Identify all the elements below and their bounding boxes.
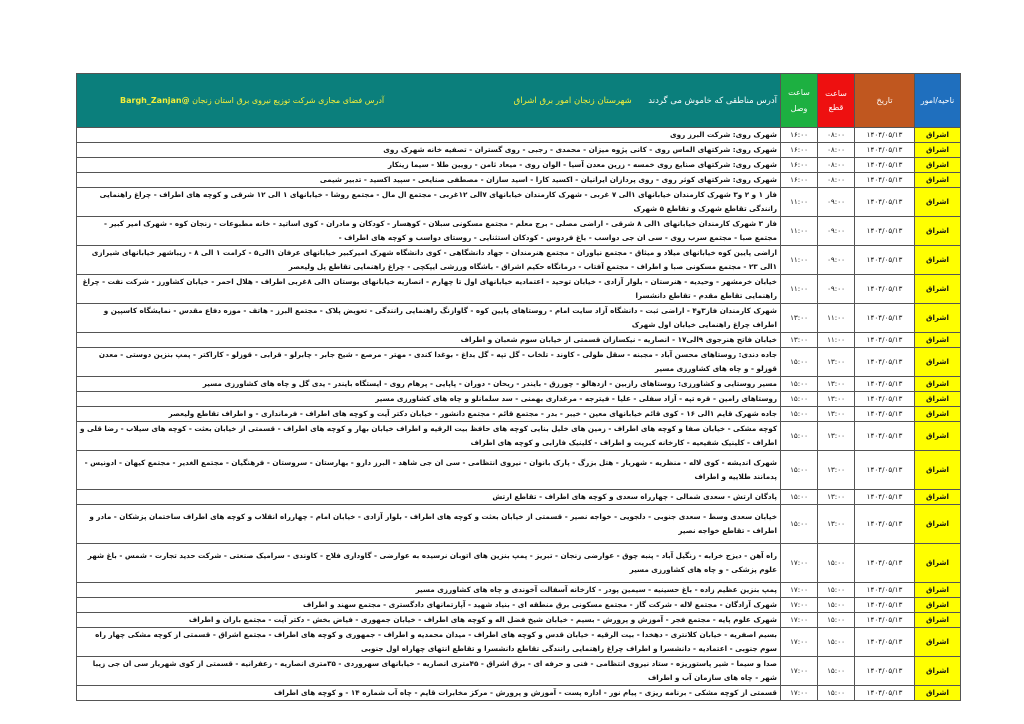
cell-date: ۱۴۰۴/۰۵/۱۳ <box>855 657 915 686</box>
table-row <box>77 505 961 544</box>
cell-address: روستاهای رامین - قره تپه - آزاد سفلی - علیا - فیترجه - مرغداری بهمنی - سد سلمانلو و چاه های کشاورزی مسیر <box>77 392 781 407</box>
cell-off-time: ۱۱:۰۰ <box>818 333 855 348</box>
cell-off-time: ۱۵:۰۰ <box>818 628 855 657</box>
cell-region: اشراق <box>915 246 961 275</box>
cell-off-time: ۱۳:۰۰ <box>818 348 855 377</box>
cell-off-time: ۱۳:۰۰ <box>818 392 855 407</box>
cell-off-time: ۱۵:۰۰ <box>818 583 855 598</box>
cell-address: صدا و سیما - شیر پاستوریزه - ستاد نیروی انتظامی - فنی و حرفه ای - برق اشراق - ۴۵متری انصاریه - خیابانهای سهروردی - ۳۵متری انصاریه - زعفرانیه - قسمتی از کوی شهریار سی ان جی زیبا شهر - چاه های سازمان آب و اطراف <box>77 657 781 686</box>
cell-date: ۱۴۰۴/۰۵/۱۳ <box>855 304 915 333</box>
cell-address: جاده شهرک قایم ۱الی ۱۶ - کوی قائم خیابانهای معین - خیبر - بدر - مجتمع قائم - مجتمع دانشور - خیابان دکتر آیت و کوچه های اطراف - فرمانداری - و اطراف تقاطع ولیعصر <box>77 407 781 422</box>
cell-on-time: ۱۷:۰۰ <box>781 583 818 598</box>
cell-off-time: ۰۸:۰۰ <box>818 143 855 158</box>
cell-off-time: ۱۵:۰۰ <box>818 598 855 613</box>
cell-date: ۱۴۰۴/۰۵/۱۳ <box>855 348 915 377</box>
cell-on-time: ۱۵:۰۰ <box>781 392 818 407</box>
cell-region: اشراق <box>915 217 961 246</box>
cell-region: اشراق <box>915 275 961 304</box>
cell-address: شهرک روی: شرکت البرز روی <box>77 128 781 143</box>
cell-off-time: ۱۳:۰۰ <box>818 451 855 490</box>
cell-address: شهرک روی: شرکتهای صنایع روی خمسه - زرین معدن آسیا - الوان روی - میعاد ثامن - رویین طلا - سیما زینکار <box>77 158 781 173</box>
header-address <box>77 74 781 128</box>
cell-address: راه آهن - دیزج خرابه - زنگیل آباد - پنبه چوق - عوارضی زنجان - تبریز - پمپ بنزین های اتوبان نرسیده به عوارضی - گاوداری فلاح - کاوندی - سرامیک صنعتی - شرکت حدید تجارت - شمس - باغ شهر علوم پزشکی - و چاه های کشاورزی مسیر <box>77 544 781 583</box>
table-row <box>77 686 961 701</box>
cell-on-time: ۱۱:۰۰ <box>781 246 818 275</box>
cell-date: ۱۴۰۴/۰۵/۱۳ <box>855 583 915 598</box>
cell-off-time: ۰۹:۰۰ <box>818 246 855 275</box>
table-row <box>77 128 961 143</box>
table-row <box>77 275 961 304</box>
cell-region: اشراق <box>915 613 961 628</box>
cell-address: پمپ بنزین عظیم زاده - باغ حسینیه - سیمین پودر - کارخانه آسفالت آخوندی و چاه های کشاورزی مسیر <box>77 583 781 598</box>
cell-address: قسمتی از کوچه مشکی - برنامه ریزی - پیام نور - اداره پست - آموزش و پرورش - مرکز مخابرات قایم - چاه آب شماره ۱۴ - و کوچه های اطراف <box>77 686 781 701</box>
cell-on-time: ۱۵:۰۰ <box>781 407 818 422</box>
cell-address: اراضی پایین کوه خیابانهای میلاد و میثاق - مجتمع نیاوران - مجتمع هنرمندان - جهاد دانشگاهی - کوی دانشگاه شهرک امیرکبیر خیابانهای عرفان ۱الی۵ - کرامت ۱ الی ۸ - زیباشهر خیابانهای شیرازی ۱الی ۲۳ - مجتمع مسکونی صبا و اطراف - مجتمع آفتاب - درمانگاه حکیم اشراق - باشگاه ورزشی ایپکچی - چراغ راهنمایی تقاطع پل ولیعصر <box>77 246 781 275</box>
cell-off-time: ۱۳:۰۰ <box>818 490 855 505</box>
cell-on-time: ۱۷:۰۰ <box>781 657 818 686</box>
cell-address: کوچه مشکی - خیابان صفا و کوچه های اطراف - زمین های خلیل بنایی کوچه های حافظ بیت الرقیه و اطراف خیابان بهار و کوچه های اطراف - قسمتی از خیابان بعثت - کوچه های سیلاب - رضا قلی و اطراف - کلینیک شفیعیه - کارخانه کبریت و اطراف - کلینیک فارابی و کوچه های اطراف <box>77 422 781 451</box>
header-date: تاریخ <box>855 74 915 128</box>
cell-on-time: ۱۳:۰۰ <box>781 304 818 333</box>
cell-address: خیابان سعدی وسط - سعدی جنوبی - دلجویی - خواجه نصیر - قسمتی از خیابان بعثت و کوچه های اطراف - بلوار آزادی - خیابان امام - چهارراه انقلاب و کوچه های اطراف ساختمان پزشکان - مادر و اطراف - تقاطع خواجه نصیر <box>77 505 781 544</box>
cell-off-time: ۱۵:۰۰ <box>818 613 855 628</box>
cell-date: ۱۴۰۴/۰۵/۱۳ <box>855 422 915 451</box>
cell-region: اشراق <box>915 348 961 377</box>
cell-date: ۱۴۰۴/۰۵/۱۳ <box>855 128 915 143</box>
cell-off-time: ۱۳:۰۰ <box>818 407 855 422</box>
cell-date: ۱۴۰۴/۰۵/۱۳ <box>855 686 915 701</box>
cell-on-time: ۱۱:۰۰ <box>781 275 818 304</box>
cell-date: ۱۴۰۴/۰۵/۱۳ <box>855 246 915 275</box>
table-row <box>77 377 961 392</box>
cell-address: خیابان فاتح هنرجوی ۹الی۱۷ - انصاریه - نیکسازان قسمتی از خیابان سوم شعبان و اطراف <box>77 333 781 348</box>
cell-address: بسیم اصفریه - خیابان کلانتری - دهخدا - بیت الرقیه - خیابان قدس و کوچه های اطراف - میدان محمدیه و اطراف - جمهوری و کوچه های اطراف - مجتمع اشراق - قسمتی از کوچه مشکی چهار راه سوم جنوبی - اعتمادیه - دانشسرا و اطراف چراغ راهنمایی رانندگی تقاطع دانشسرا و تقاطع انتهای چهاراه اول جنوبی <box>77 628 781 657</box>
cell-date: ۱۴۰۴/۰۵/۱۳ <box>855 158 915 173</box>
cell-on-time: ۱۶:۰۰ <box>781 173 818 188</box>
cell-date: ۱۴۰۴/۰۵/۱۳ <box>855 451 915 490</box>
cell-region: اشراق <box>915 686 961 701</box>
cell-region: اشراق <box>915 544 961 583</box>
cell-date: ۱۴۰۴/۰۵/۱۳ <box>855 407 915 422</box>
cell-on-time: ۱۵:۰۰ <box>781 377 818 392</box>
table-row <box>77 158 961 173</box>
cell-date: ۱۴۰۴/۰۵/۱۳ <box>855 217 915 246</box>
cell-on-time: ۱۵:۰۰ <box>781 490 818 505</box>
cell-on-time: ۱۵:۰۰ <box>781 451 818 490</box>
table-row <box>77 348 961 377</box>
cell-off-time: ۱۳:۰۰ <box>818 377 855 392</box>
cell-region: اشراق <box>915 598 961 613</box>
table-row <box>77 333 961 348</box>
cell-address: مسیر روستایی و کشاورزی: روستاهای رازبین - ازدهالو - چورزق - بایندر - ریحان - دوران - پاپایی - پرهام روی - ایستگاه بایندر - یدی گل و چاه های کشاورزی مسیر <box>77 377 781 392</box>
cell-off-time: ۰۹:۰۰ <box>818 188 855 217</box>
cell-region: اشراق <box>915 173 961 188</box>
table-row <box>77 544 961 583</box>
cell-address: خیابان خرمشهر - وحیدیه - هنرستان - بلوار آزادی - خیابان توحید - اعتمادیه خیابانهای اول تا چهارم - انصاریه خیابانهای بوستان ۱الی ۸غربی اطراف - هلال احمر - خیابان کشاورز - شرکت نفت - چراغ راهنمایی تقاطع مقدم - تقاطع دانشسرا <box>77 275 781 304</box>
cell-region: اشراق <box>915 583 961 598</box>
cell-address: شهرک علوم پایه - مجتمع فجر - آموزش و پرورش - بسیم - خیابان شیخ فضل اله و کوچه های اطراف - خیابان جمهوری - فیاض بخش - دکتر آیت - مجتمع باران و اطراف <box>77 613 781 628</box>
cell-on-time: ۱۵:۰۰ <box>781 505 818 544</box>
cell-region: اشراق <box>915 333 961 348</box>
cell-address: فاز ۱ و ۲ و۳ شهرک کارمندان خیابانهای ۱الی ۷ غربی - شهرک کارمندان خیابانهای ۷الی ۱۲غربی - مجتمع ال مال - مجتمع روشا - خیابانهای ۱ الی ۱۲ شرقی و کوچه های اطراف - چراغ راهنمایی رانندگی تقاطع شهرک و تقاطع ۵ شهرک <box>77 188 781 217</box>
cell-on-time: ۱۶:۰۰ <box>781 158 818 173</box>
cell-region: اشراق <box>915 628 961 657</box>
cell-on-time: ۱۵:۰۰ <box>781 422 818 451</box>
table-row <box>77 304 961 333</box>
cell-off-time: ۱۱:۰۰ <box>818 304 855 333</box>
cell-region: اشراق <box>915 392 961 407</box>
table-row <box>77 490 961 505</box>
cell-on-time: ۱۷:۰۰ <box>781 613 818 628</box>
cell-region: اشراق <box>915 158 961 173</box>
header-region: ناحیه/امور <box>915 74 961 128</box>
cell-address: شهرک روی: شرکتهای الماس روی - کانی پژوه میزان - محمدی - رجبی - روی گستران - تصفیه خانه شهرک روی <box>77 143 781 158</box>
cell-off-time: ۱۵:۰۰ <box>818 544 855 583</box>
cell-date: ۱۴۰۴/۰۵/۱۳ <box>855 598 915 613</box>
table-row <box>77 598 961 613</box>
cell-date: ۱۴۰۴/۰۵/۱۳ <box>855 392 915 407</box>
cell-on-time: ۱۶:۰۰ <box>781 128 818 143</box>
table-row <box>77 628 961 657</box>
cell-on-time: ۱۷:۰۰ <box>781 686 818 701</box>
city-title: شهرستان زنجان امور برق اشراق <box>513 95 632 106</box>
cell-on-time: ۱۱:۰۰ <box>781 188 818 217</box>
outage-schedule-table <box>76 73 961 701</box>
table-row <box>77 613 961 628</box>
cell-date: ۱۴۰۴/۰۵/۱۳ <box>855 490 915 505</box>
cell-address: شهرک روی: شرکتهای کوثر روی - روی پردازان ایرانیان - اکسید کارا - اسید سازان - مصطفی صنایعی - سپید اکسید - تدبیر شیمی <box>77 173 781 188</box>
cell-on-time: ۱۶:۰۰ <box>781 143 818 158</box>
table-row <box>77 217 961 246</box>
cell-off-time: ۱۵:۰۰ <box>818 657 855 686</box>
cell-date: ۱۴۰۴/۰۵/۱۳ <box>855 628 915 657</box>
table-row <box>77 246 961 275</box>
cell-region: اشراق <box>915 304 961 333</box>
cell-date: ۱۴۰۴/۰۵/۱۳ <box>855 173 915 188</box>
cell-off-time: ۱۳:۰۰ <box>818 422 855 451</box>
social-text: آدرس فضای مجازی شرکت توزیع نیروی برق استان زنجان <box>192 95 385 105</box>
cell-date: ۱۴۰۴/۰۵/۱۳ <box>855 377 915 392</box>
table-row <box>77 451 961 490</box>
cell-on-time: ۱۷:۰۰ <box>781 598 818 613</box>
cell-on-time: ۱۷:۰۰ <box>781 544 818 583</box>
cell-off-time: ۰۹:۰۰ <box>818 217 855 246</box>
address-title: آدرس مناطقی که خاموش می گردند <box>648 95 777 106</box>
cell-region: اشراق <box>915 451 961 490</box>
cell-address: جاده دندی: روستاهای محسن آباد - مجبنه - سقل طولی - کاوند - تلخاب - گل تپه - گل بداغ - بوغدا کندی - مهتر - مرصع - شیخ جابر - چابرلو - قرابی - قوزلو - کاراکتر - پمپ بنزین دوستی - معدن قوزلو - و چاه های کشاورزی مسیر <box>77 348 781 377</box>
cell-address: شهرک کارمندان فاز۳و۴ - اراضی ثبت - دانشگاه آزاد سایت امام - روستاهای پایین کوه - گاوازنگ راهنمایی رانندگی - تعویض پلاک - مجتمع البرز - هاتف - موزه دفاع مقدس - نمایشگاه کاسپین و اطراف چراغ راهنمایی خیابان اول شهرک <box>77 304 781 333</box>
table-row <box>77 422 961 451</box>
cell-date: ۱۴۰۴/۰۵/۱۳ <box>855 613 915 628</box>
cell-region: اشراق <box>915 188 961 217</box>
cell-date: ۱۴۰۴/۰۵/۱۳ <box>855 333 915 348</box>
cell-date: ۱۴۰۴/۰۵/۱۳ <box>855 143 915 158</box>
cell-address: شهرک آزادگان - مجتمع لاله - شرکت گاز - مجتمع مسکونی برق منطقه ای - بنیاد شهید - آپارتمانهای دادگستری - مجتمع سهند و اطراف <box>77 598 781 613</box>
cell-off-time: ۱۳:۰۰ <box>818 505 855 544</box>
cell-date: ۱۴۰۴/۰۵/۱۳ <box>855 188 915 217</box>
table-row <box>77 392 961 407</box>
cell-address: پادگان ارتش - سعدی شمالی - چهارراه سعدی و کوچه های اطراف - تقاطع ارتش <box>77 490 781 505</box>
cell-on-time: ۱۱:۰۰ <box>781 217 818 246</box>
cell-off-time: ۰۸:۰۰ <box>818 158 855 173</box>
table-row <box>77 407 961 422</box>
table-header-row <box>77 74 961 128</box>
table-body <box>77 128 961 701</box>
cell-date: ۱۴۰۴/۰۵/۱۳ <box>855 275 915 304</box>
table-row <box>77 188 961 217</box>
cell-date: ۱۴۰۴/۰۵/۱۳ <box>855 544 915 583</box>
table-row <box>77 583 961 598</box>
cell-region: اشراق <box>915 377 961 392</box>
cell-region: اشراق <box>915 657 961 686</box>
cell-off-time: ۰۹:۰۰ <box>818 275 855 304</box>
cell-address: فاز ۳ شهرک کارمندان خیابانهای ۱الی ۸ شرقی - اراضی مصلی - برج معلم - مجتمع مسکونی سبلان - کوهسار - کودکان و مادران - کوی اساتید - خانه مطبوعات - زنجان کوه - شهرک امیر کبیر - مجتمع صبا - مجتمع سرب روی - سی ان جی دواسب - باغ فردوس - کودکان استثنایی - روستای دواسب و کوچه های اطراف - <box>77 217 781 246</box>
cell-off-time: ۱۵:۰۰ <box>818 686 855 701</box>
cell-off-time: ۰۸:۰۰ <box>818 173 855 188</box>
cell-off-time: ۰۸:۰۰ <box>818 128 855 143</box>
cell-date: ۱۴۰۴/۰۵/۱۳ <box>855 505 915 544</box>
header-off-time: ساعت قطع <box>818 74 855 128</box>
social-handle: @Bargh_Zanjan <box>120 95 190 105</box>
header-on-time: ساعت وصل <box>781 74 818 128</box>
cell-on-time: ۱۵:۰۰ <box>781 348 818 377</box>
cell-region: اشراق <box>915 422 961 451</box>
table-row <box>77 657 961 686</box>
cell-region: اشراق <box>915 143 961 158</box>
cell-region: اشراق <box>915 407 961 422</box>
social-info <box>80 94 384 108</box>
cell-address: شهرک اندیشه - کوی لاله - منظریه - شهریار - هتل بزرگ - پارک بانوان - نیروی انتظامی - سی ان جی شاهد - البرز دارو - بهارستان - سروستان - فرهنگیان - مجتمع الغدیر - مجتمع کیهان - ادونیس - پدمانند طلاییه و اطراف <box>77 451 781 490</box>
cell-region: اشراق <box>915 505 961 544</box>
cell-region: اشراق <box>915 490 961 505</box>
cell-on-time: ۱۳:۰۰ <box>781 333 818 348</box>
cell-region: اشراق <box>915 128 961 143</box>
cell-on-time: ۱۷:۰۰ <box>781 628 818 657</box>
table-row <box>77 143 961 158</box>
table-row <box>77 173 961 188</box>
